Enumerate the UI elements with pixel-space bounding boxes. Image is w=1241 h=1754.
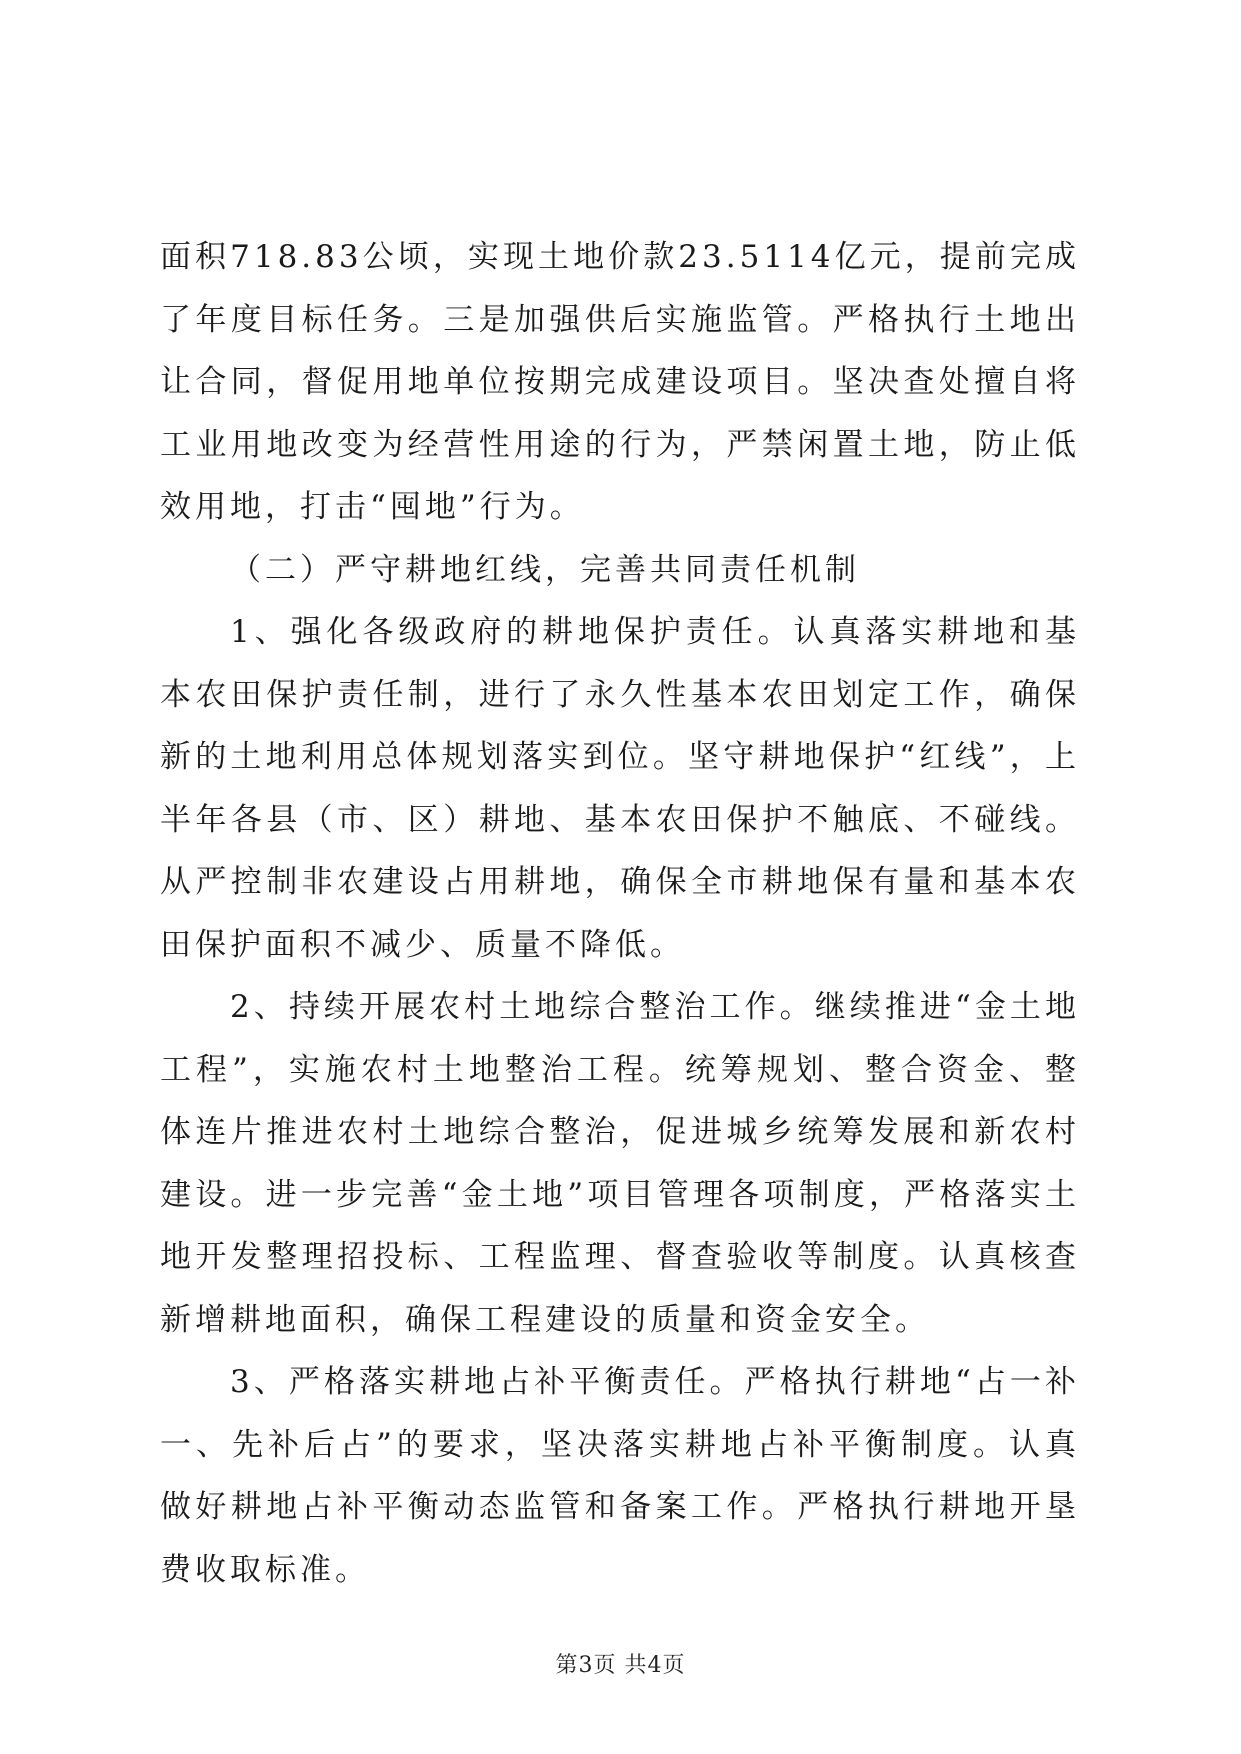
paragraph-item-2: 2、持续开展农村土地综合整治工作。继续推进“金土地工程”，实施农村土地整治工程。统筹规划、整合资金、整体连片推进农村土地综合整治，促进城乡统筹发展和新农村建设。进一步完善“金土地”项目管理各项制度，严格落实土地开发整理招投标、工程监理、督查验收等制度。认真核查新增耕地面积，确保工程建设的质量和资金安全。 [160,989,1080,1338]
page-number-footer: 第3页 共4页 [555,1653,686,1678]
paragraph-item-1: 1、强化各级政府的耕地保护责任。认真落实耕地和基本农田保护责任制，进行了永久性基本农田划定工作，确保新的土地利用总体规划落实到位。坚守耕地保护“红线”，上半年各县（市、区）耕地、基本农田保护不触底、不碰线。从严控制非农建设占用耕地，确保全市耕地保有量和基本农田保护面积不减少、质量不降低。 [160,614,1080,963]
section-heading: （二）严守耕地红线，完善共同责任机制 [230,551,860,588]
paragraph-item-3: 3、严格落实耕地占补平衡责任。严格执行耕地“占一补一、先补后占”的要求，坚决落实耕地占补平衡制度。认真做好耕地占补平衡动态监管和备案工作。严格执行耕地开垦费收取标准。 [160,1364,1080,1588]
paragraph-continuation: 面积718.83公顷，实现土地价款23.5114亿元，提前完成了年度目标任务。三是加强供后实施监管。严格执行土地出让合同，督促用地单位按期完成建设项目。坚决查处擅自将工业用地改变为经营性用途的行为，严禁闲置土地，防止低效用地，打击“囤地”行为。 [160,239,1080,525]
document-body [160,226,1080,1601]
